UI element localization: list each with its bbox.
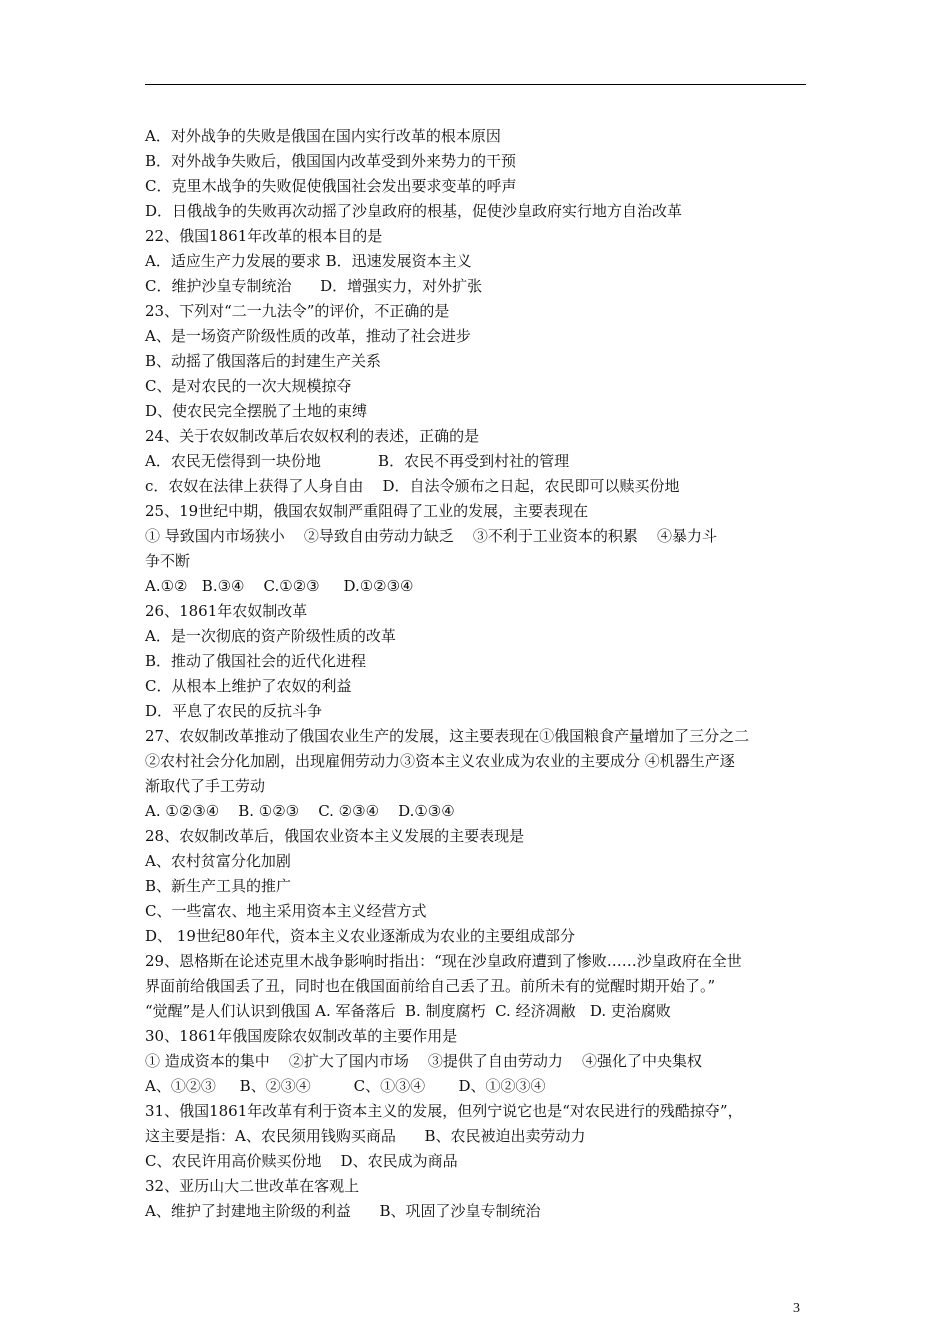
text-line: A、维护了封建地主阶级的利益 B、巩固了沙皇专制统治 xyxy=(145,1202,541,1220)
document-body xyxy=(145,124,815,1224)
text-line: C、一些富农、地主采用资本主义经营方式 xyxy=(145,902,427,920)
text-line: A．对外战争的失败是俄国在国内实行改革的根本原因 xyxy=(145,127,501,145)
text-line: 31、俄国1861年改革有利于资本主义的发展，但列宁说它也是“对农民进行的残酷掠夺”， xyxy=(145,1102,743,1120)
page-number: 3 xyxy=(793,1301,800,1316)
text-line: C．从根本上维护了农奴的利益 xyxy=(145,677,352,695)
text-line: “觉醒”是人们认识到俄国 A. 军备落后 B. 制度腐朽 C. 经济凋敝 D. 吏治腐败 xyxy=(145,1002,671,1020)
text-line: B．对外战争失败后，俄国国内改革受到外来势力的干预 xyxy=(145,152,517,170)
text-line: 23、下列对“二一九法令”的评价，不正确的是 xyxy=(145,302,450,320)
text-line: 24、关于农奴制改革后农奴权利的表述，正确的是 xyxy=(145,427,480,445)
text-line: 27、农奴制改革推动了俄国农业生产的发展，这主要表现在①俄国粮食产量增加了三分之二 xyxy=(145,727,750,745)
text-line: A、是一场资产阶级性质的改革，推动了社会进步 xyxy=(145,327,471,345)
text-line: D、使农民完全摆脱了土地的束缚 xyxy=(145,402,368,420)
text-line: D．日俄战争的失败再次动摇了沙皇政府的根基，促使沙皇政府实行地方自治改革 xyxy=(145,202,683,220)
text-line: A．适应生产力发展的要求 B．迅速发展资本主义 xyxy=(145,252,472,270)
text-line: c．农奴在法律上获得了人身自由 D．自法令颁布之日起，农民即可以赎买份地 xyxy=(145,477,680,495)
text-line: 渐取代了手工劳动 xyxy=(145,777,266,795)
text-line: C．克里木战争的失败促使俄国社会发出要求变革的呼声 xyxy=(145,177,517,195)
text-line: 28、农奴制改革后，俄国农业资本主义发展的主要表现是 xyxy=(145,827,525,845)
text-line: 29、恩格斯在论述克里木战争影响时指出：“现在沙皇政府遭到了惨败……沙皇政府在全世 xyxy=(145,952,742,970)
text-line: 这主要是指：A、农民须用钱购买商品 B、农民被迫出卖劳动力 xyxy=(145,1127,586,1145)
text-line: A、农村贫富分化加剧 xyxy=(145,852,291,870)
text-line: 26、1861年农奴制改革 xyxy=(145,602,308,620)
text-line: 32、亚历山大二世改革在客观上 xyxy=(145,1177,360,1195)
text-line: B、动摇了俄国落后的封建生产关系 xyxy=(145,352,382,370)
text-line: B、新生产工具的推广 xyxy=(145,877,292,895)
text-line: B．推动了俄国社会的近代化进程 xyxy=(145,652,367,670)
text-line: D．平息了农民的反抗斗争 xyxy=(145,702,323,720)
text-line: 25、19世纪中期，俄国农奴制严重阻碍了工业的发展，主要表现在 xyxy=(145,502,589,520)
text-line: C、是对农民的一次大规模掠夺 xyxy=(145,377,352,395)
text-line: 界面前给俄国丢了丑，同时也在俄国面前给自己丢了丑。前所未有的觉醒时期开始了。” xyxy=(145,977,716,995)
text-line: 30、1861年俄国废除农奴制改革的主要作用是 xyxy=(145,1027,458,1045)
text-line: A.①② B.③④ C.①②③ D.①②③④ xyxy=(145,577,414,595)
text-line: A．是一次彻底的资产阶级性质的改革 xyxy=(145,627,396,645)
text-line: A．农民无偿得到一块份地 B．农民不再受到村社的管理 xyxy=(145,452,570,470)
text-line: A、①②③ B、②③④ C、①③④ D、①②③④ xyxy=(145,1077,546,1095)
text-line: ① 导致国内市场狭小 ②导致自由劳动力缺乏 ③不利于工业资本的积累 ④暴力斗 xyxy=(145,527,717,545)
text-line: ②农村社会分化加剧，出现雇佣劳动力③资本主义农业成为农业的主要成分 ④机器生产逐 xyxy=(145,752,735,770)
text-line: C．维护沙皇专制统治 D．增强实力，对外扩张 xyxy=(145,277,483,295)
header-rule xyxy=(145,84,806,85)
text-line: 争不断 xyxy=(145,552,191,570)
text-line: C、农民许用高价赎买份地 D、农民成为商品 xyxy=(145,1152,458,1170)
text-line: D、 19世纪80年代，资本主义农业逐渐成为农业的主要组成部分 xyxy=(145,927,575,945)
text-line: ① 造成资本的集中 ②扩大了国内市场 ③提供了自由劳动力 ④强化了中央集权 xyxy=(145,1052,702,1070)
text-line: A. ①②③④ B. ①②③ C. ②③④ D.①③④ xyxy=(145,802,455,820)
text-line: 22、俄国1861年改革的根本目的是 xyxy=(145,227,383,245)
